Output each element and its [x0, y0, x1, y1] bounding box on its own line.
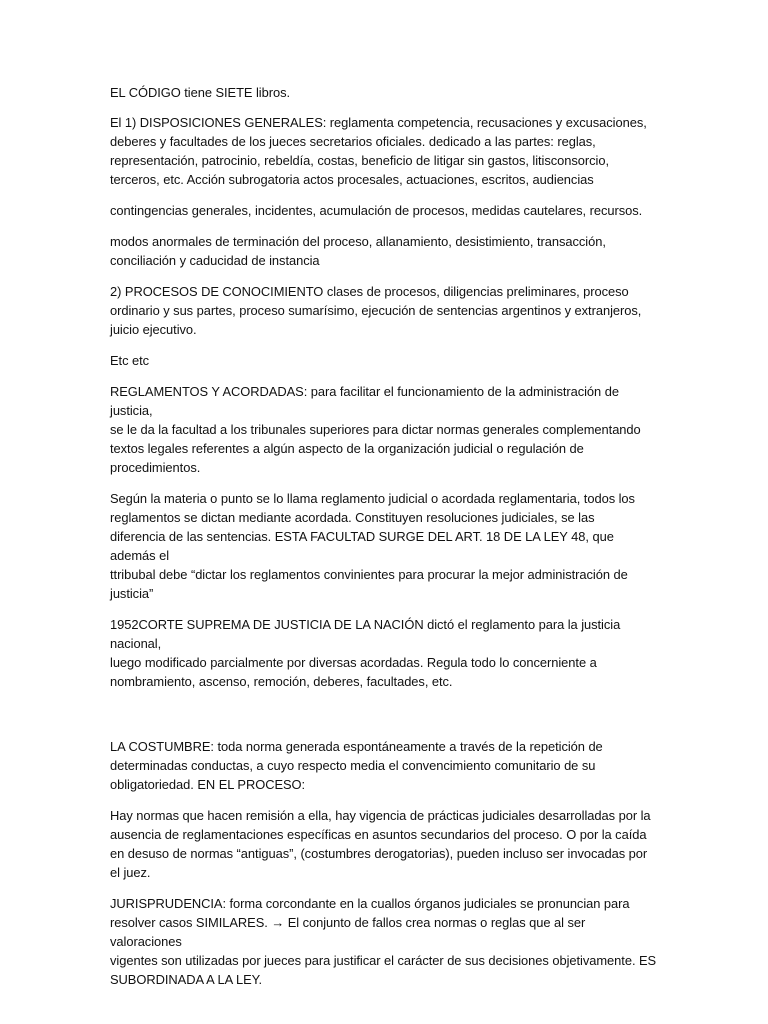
paragraph-hay-normas: Hay normas que hacen remisión a ella, hay vigencia de prácticas judiciales desarrolladas por la ausencia de reglamentaciones específicas en asuntos secundarios del proceso. O por la caída en desuso de normas “antiguas”, (costumbres derogatorias), pueden incluso ser invocadas por el juez.: [110, 808, 651, 880]
paragraph-jurisprudencia: JURISPRUDENCIA: forma corcondante en la cuallos órganos judiciales se pronuncian para resolver casos SIMILARES. → El conjunto de fallos crea normas o reglas que al ser valoraciones vigentes son utilizadas por jueces para justificar el carácter de sus decisiones objetivamente. ES SUBORDINADA A LA LEY.: [110, 896, 657, 987]
paragraph-modos-anormales: modos anormales de terminación del proceso, allanamiento, desistimiento, transacción, conciliación y caducidad de instancia: [110, 234, 606, 268]
paragraph-disposiciones-generales: El 1) DISPOSICIONES GENERALES: reglamenta competencia, recusaciones y excusaciones, deberes y facultades de los jueces secretarios oficiales. dedicado a las partes: reglas, representación, patrocinio, rebeldía, costas, beneficio de litigar sin gastos, litisconsorcio, terceros, etc. Acción subrogatoria actos procesales, actuaciones, escritos, audiencias: [110, 115, 647, 187]
paragraph-codigo-libros: EL CÓDIGO tiene SIETE libros.: [110, 85, 291, 100]
section-spacer: [110, 703, 658, 737]
paragraph-etc: Etc etc: [110, 353, 150, 368]
paragraph-procesos-conocimiento: 2) PROCESOS DE CONOCIMIENTO clases de procesos, diligencias preliminares, proceso ordinario y sus partes, proceso sumarísimo, ejecución de sentencias argentinos y extranjeros, juicio ejecutivo.: [110, 284, 642, 337]
paragraph-segun-materia: Según la materia o punto se lo llama reglamento judicial o acordada reglamentaria, todos los reglamentos se dictan mediante acordada. Constituyen resoluciones judiciales, se las diferencia de las sentencias. ESTA FACULTAD SURGE DEL ART. 18 DE LA LEY 48, que además el ttribubal debe “dictar los reglamentos convinientes para procurar la mejor administración de justicia”: [110, 491, 635, 601]
paragraph-reglamentos-acordadas: REGLAMENTOS Y ACORDADAS: para facilitar el funcionamiento de la administración de justicia, se le da la facultad a los tribunales superiores para dictar normas generales complementando textos legales referentes a algún aspecto de la organización judicial o regulación de procedimientos.: [110, 384, 641, 475]
paragraph-costumbre: LA COSTUMBRE: toda norma generada espontáneamente a través de la repetición de determinadas conductas, a cuyo respecto media el convencimiento comunitario de su obligatoriedad. EN EL PROCESO:: [110, 739, 603, 792]
paragraph-corte-suprema: 1952CORTE SUPREMA DE JUSTICIA DE LA NACIÓN dictó el reglamento para la justicia nacional, luego modificado parcialmente por diversas acordadas. Regula todo lo concerniente a nombramiento, ascenso, remoción, deberes, facultades, etc.: [110, 617, 621, 689]
paragraph-contingencias: contingencias generales, incidentes, acumulación de procesos, medidas cautelares, recursos.: [110, 203, 643, 218]
document-page: [110, 83, 658, 1001]
